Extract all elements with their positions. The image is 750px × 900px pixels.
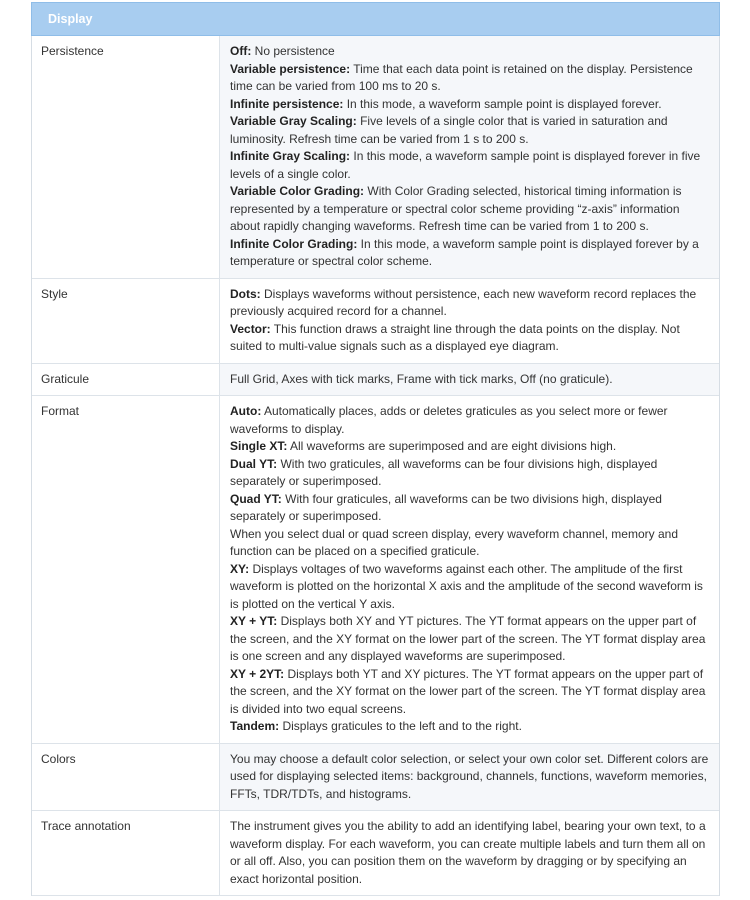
entry-term: Variable Gray Scaling:: [230, 114, 357, 128]
entry-term: XY + YT:: [230, 614, 278, 628]
entry-text: With Color Grading selected, historical timing information is represented by a temperature or spectral color scheme providing “z-axis” information about rapidly changing waveforms. Refresh time can be varied from 1 to 200 s.: [230, 184, 682, 233]
entry-text: Full Grid, Axes with tick marks, Frame with tick marks, Off (no graticule).: [230, 371, 613, 386]
value-entry: [230, 286, 711, 321]
entry-text: In this mode, a waveform sample point is displayed forever.: [343, 96, 662, 111]
entry-text: Five levels of a single color that is varied in saturation and luminosity. Refresh time can be varied from 1 s to 200 s.: [230, 114, 668, 146]
value-entry: [230, 818, 711, 888]
value-entry: [230, 561, 711, 614]
row-value: [220, 396, 719, 743]
entry-text: The instrument gives you the ability to add an identifying label, bearing your own text, to a waveform display. For each waveform, you can create multiple labels and turn them all on or all off. Also, you can position them on the waveform by dragging or by specifying an exact horizontal position.: [230, 819, 706, 886]
value-entry: [230, 113, 711, 148]
display-spec-table: [31, 2, 720, 896]
row-value: [220, 36, 719, 278]
entry-text: Time that each data point is retained on the display. Persistence time can be varied from 100 ms to 20 s.: [230, 61, 693, 93]
table-row: [32, 279, 719, 364]
entry-text: This function draws a straight line through the data points on the display. Not suited to multi-value signals such as a displayed eye diagram.: [230, 321, 680, 353]
value-entry: [230, 236, 711, 271]
value-entry: [230, 321, 711, 356]
table-title: Display: [48, 12, 93, 26]
row-value: [220, 811, 719, 895]
entry-text: With four graticules, all waveforms can be two divisions high, displayed separately or superimposed.: [230, 491, 662, 523]
row-value: [220, 744, 719, 811]
entry-text: Displays graticules to the left and to the right.: [279, 719, 522, 733]
entry-text: Displays waveforms without persistence, each new waveform record replaces the previously acquired record for a channel.: [230, 286, 697, 318]
entry-term: Dual YT:: [230, 456, 278, 471]
row-label: Persistence: [32, 36, 220, 278]
entry-text: All waveforms are superimposed and are eight divisions high.: [287, 439, 617, 453]
entry-term: Variable persistence:: [230, 61, 351, 76]
entry-text: With two graticules, all waveforms can be four divisions high, displayed separately or superimposed.: [230, 456, 658, 488]
entry-text: Displays both YT and XY pictures. The YT format appears on the upper part of the screen, and the XY format on the lower part of the screen. The YT format display area is divided into two equal screens.: [230, 666, 706, 716]
value-entry: [230, 61, 711, 96]
entry-text: Displays both XY and YT pictures. The YT format appears on the upper part of the screen, and the XY format on the lower part of the screen. The YT format display area is one screen and any displayed waveforms are superimposed.: [230, 614, 706, 663]
entry-text: You may choose a default color selection, or select your own color set. Different colors are used for displaying selected items: background, channels, functions, waveform memories, FFTs, TDR/TDTs, and histograms.: [230, 751, 709, 801]
value-entry: [230, 371, 711, 389]
entry-text: Displays voltages of two waveforms against each other. The amplitude of the first waveform is plotted on the horizontal X axis and the amplitude of the second waveform is is plotted on the vertical Y axis.: [230, 561, 703, 611]
value-entry: [230, 751, 711, 804]
value-entry: [230, 43, 711, 61]
value-entry: [230, 183, 711, 236]
entry-text: No persistence: [251, 44, 335, 58]
row-value: [220, 279, 719, 363]
value-entry: [230, 613, 711, 666]
value-entry: [230, 526, 711, 561]
entry-term: Off:: [230, 44, 252, 58]
entry-term: Infinite Gray Scaling:: [230, 149, 351, 163]
row-label: Style: [32, 279, 220, 363]
entry-term: Dots:: [230, 286, 261, 301]
entry-term: Infinite Color Grading:: [230, 236, 358, 251]
row-value: [220, 364, 719, 396]
entry-text: In this mode, a waveform sample point is displayed forever by a temperature or spectral color scheme.: [230, 236, 699, 268]
table-row: [32, 364, 719, 397]
entry-text: Automatically places, adds or deletes graticules as you select more or fewer waveforms to display.: [230, 404, 668, 436]
value-entry: [230, 666, 711, 719]
table-row: [32, 811, 719, 896]
table-row: [32, 396, 719, 744]
value-entry: [230, 148, 711, 183]
row-label: Colors: [32, 744, 220, 811]
value-entry: [230, 718, 711, 736]
value-entry: [230, 403, 711, 438]
entry-term: XY + 2YT:: [230, 666, 285, 681]
table-body: [32, 36, 719, 896]
value-entry: [230, 491, 711, 526]
entry-term: Vector:: [230, 321, 271, 336]
value-entry: [230, 438, 711, 456]
entry-term: Infinite persistence:: [230, 96, 344, 111]
value-entry: [230, 96, 711, 114]
entry-term: Auto:: [230, 404, 262, 418]
entry-text: When you select dual or quad screen display, every waveform channel, memory and function can be placed on a specified graticule.: [230, 526, 679, 558]
row-label: Graticule: [32, 364, 220, 396]
table-row: [32, 36, 719, 279]
entry-term: Quad YT:: [230, 491, 282, 506]
entry-term: Variable Color Grading:: [230, 184, 365, 198]
row-label: Format: [32, 396, 220, 743]
value-entry: [230, 456, 711, 491]
table-row: [32, 744, 719, 812]
entry-text: In this mode, a waveform sample point is displayed forever in five levels of a single color.: [230, 149, 701, 181]
entry-term: Tandem:: [230, 719, 280, 733]
entry-term: XY:: [230, 561, 250, 576]
entry-term: Single XT:: [230, 439, 288, 453]
row-label: Trace annotation: [32, 811, 220, 895]
table-header: [31, 2, 720, 36]
